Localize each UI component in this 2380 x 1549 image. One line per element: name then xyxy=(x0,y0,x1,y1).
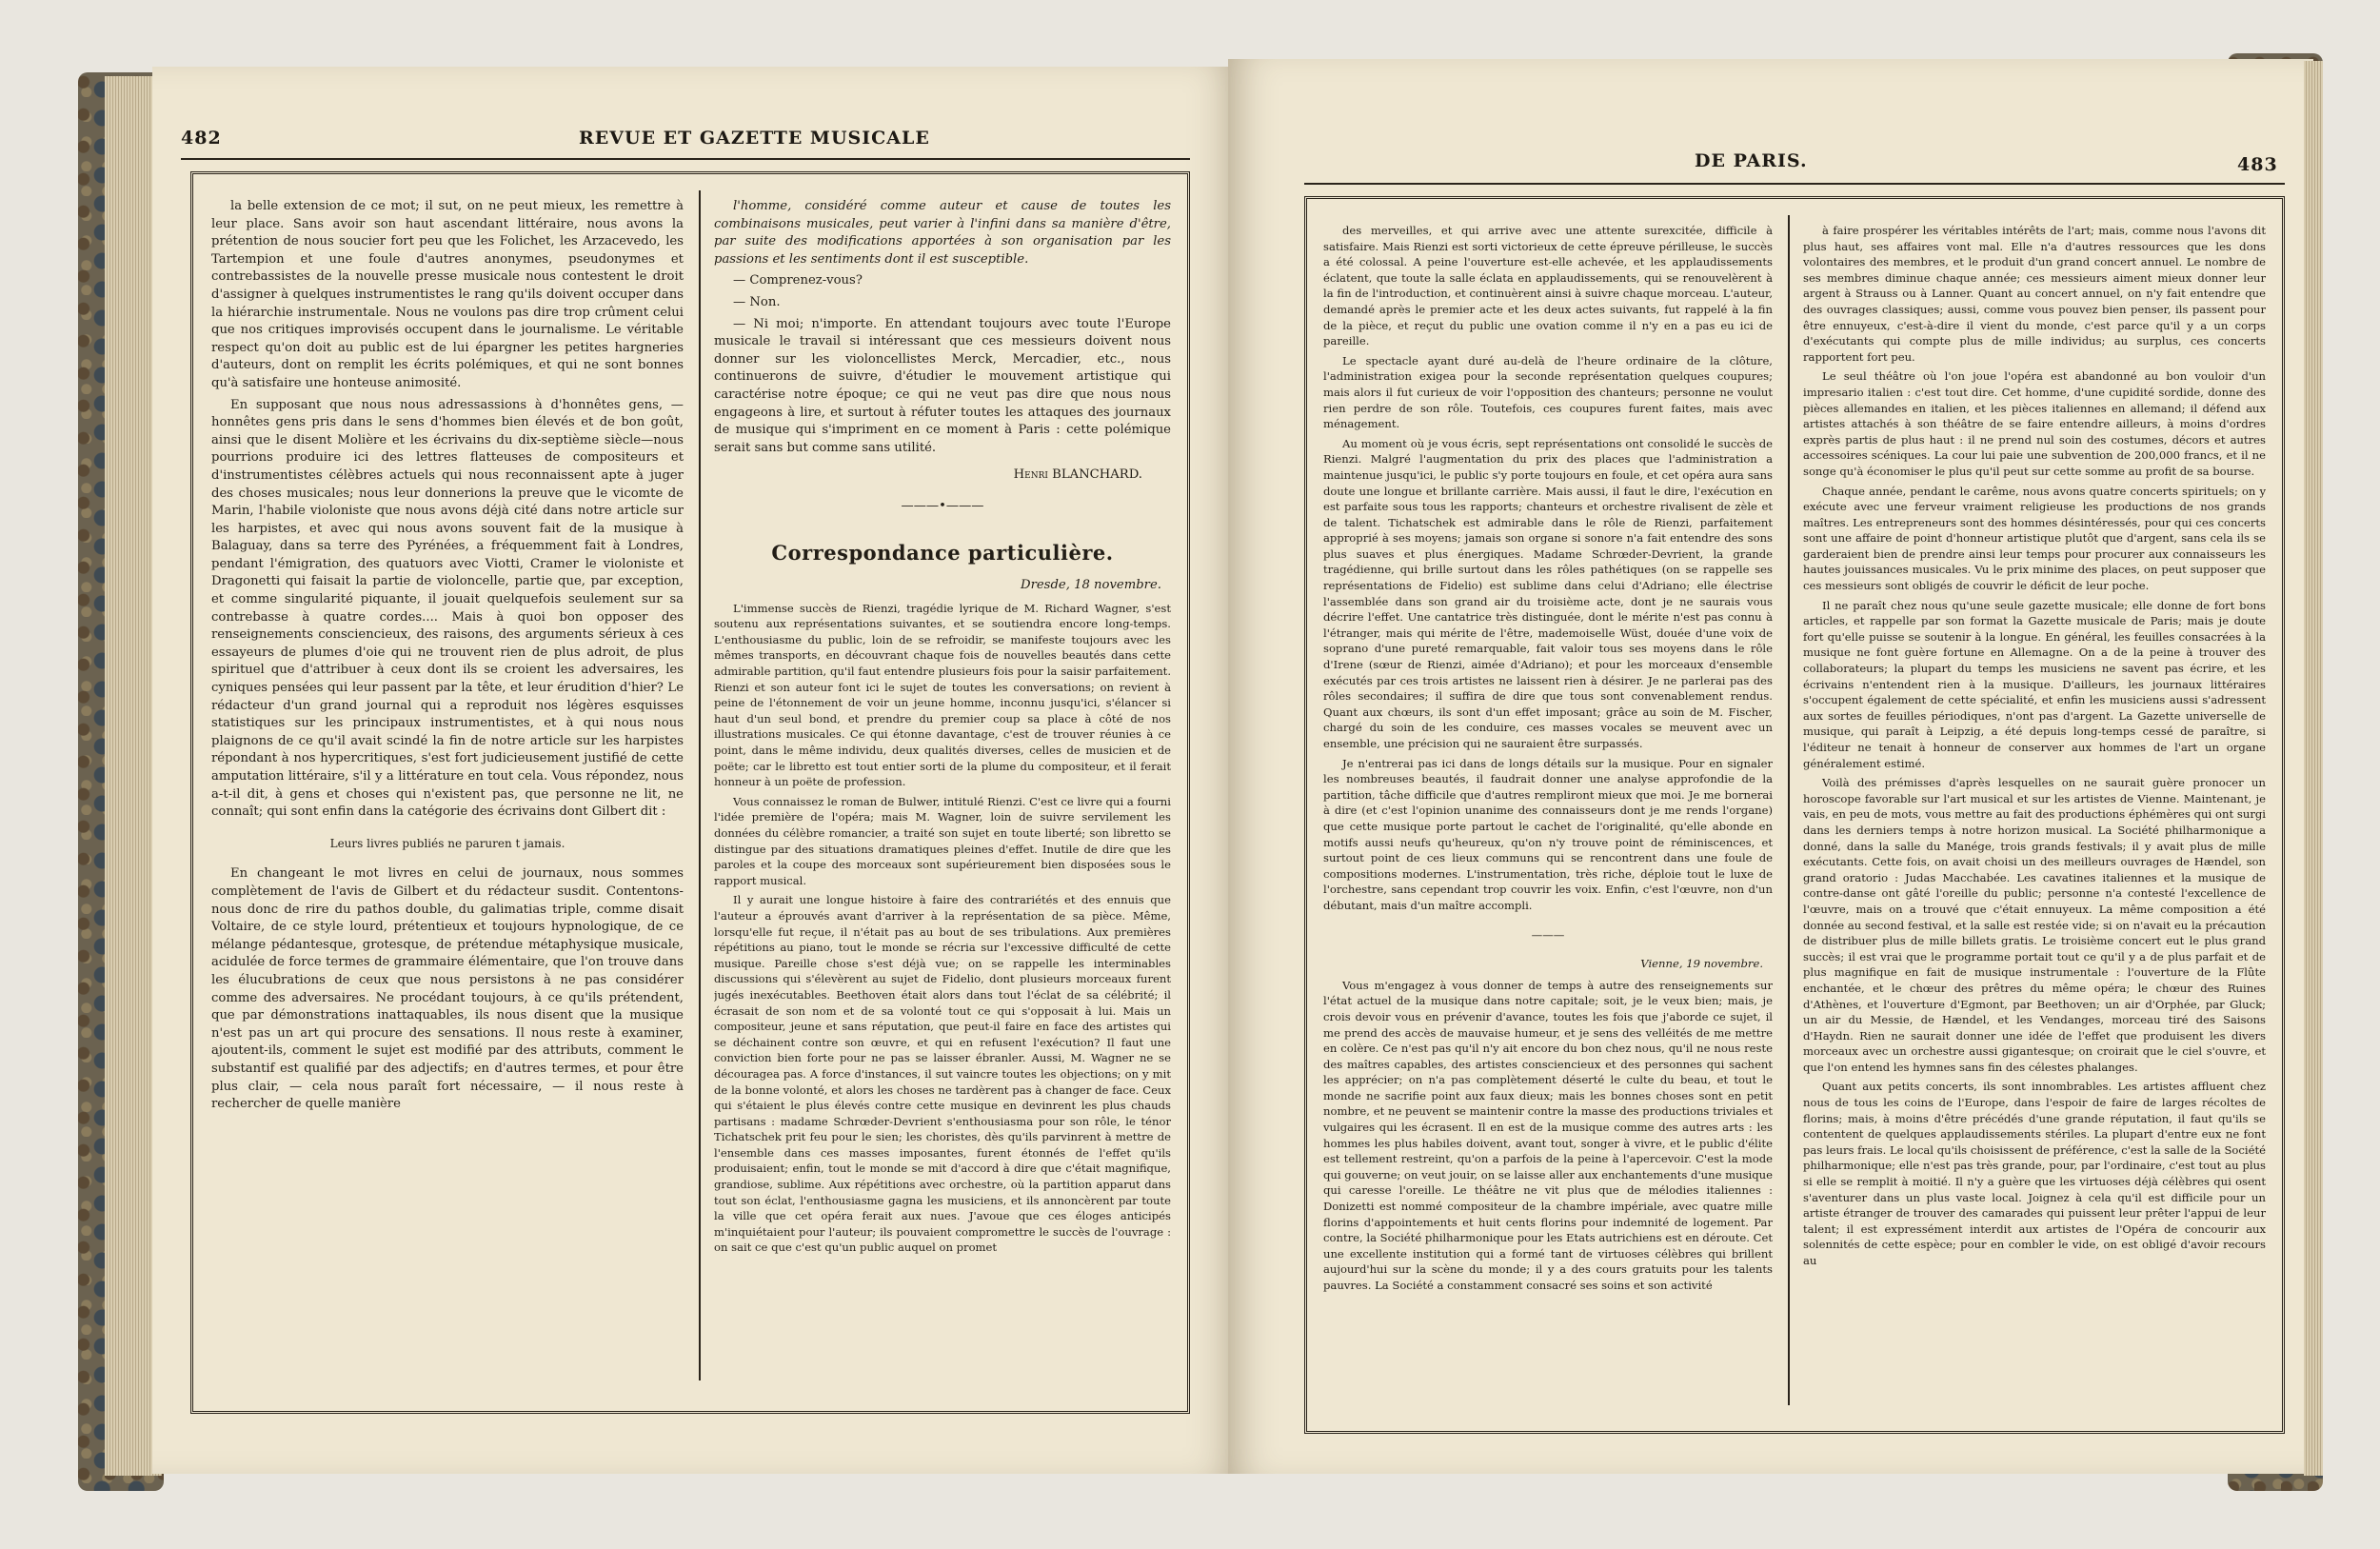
paragraph: des merveilles, et qui arrive avec une attente surexcitée, difficile à satisfaire. Mais Rienzi est sorti victorieux de cette épreuve périlleuse, le succès a été colossal. A peine l'ouverture est-elle achevée, et les applaudissements éclatent, que toute la salle éclata en applaudissements, qui se renouvelèrent à la fin de l'introduction, et continuèrent ainsi à suivre chaque morceau. L'auteur, demandé après le premier acte et les deux actes suivants, fut rappelé à la fin de la pièce, et reçut du public une ovation comme il n'y en a pas eu ici de pareille. xyxy=(1323,224,1773,348)
paragraph: — Non. xyxy=(733,294,781,309)
paragraph: Je n'entrerai pas ici dans de longs détails sur la musique. Pour en signaler les nombreuses beautés, il faudrait donner une analyse approfondie de la partition, tâche difficile que d'autres rempliront mieux que moi. Je me bornerai à dire (et c'est l'opinion unanime des connaisseurs dont je me rends l'organe) que cette musique porte partout le cachet de l'originalité, qu'elle abonde en motifs aussi neufs qu'heureux, qu'on n'y trouve point de réminiscences, et surtout point de ces lieux communs qui se rencontrent dans une foule de compositions modernes. L'instrumentation, très riche, déploie tout le luxe de l'orchestre, sans cependant trop couvrir les voix. Enfin, c'est l'œuvre, non d'un débutant, mais d'un maître accompli. xyxy=(1323,756,1773,912)
column-divider xyxy=(1788,215,1790,1405)
dateline: Dresde, 18 novembre. xyxy=(1021,578,1161,593)
paragraph: l'homme, considéré comme auteur et cause de toutes les combinaisons musicales, peut varier à l'infini dans sa manière d'être, par suite des modifications apportées à son organisation par les passions et les sentiments dont il est susceptible. xyxy=(714,199,1171,267)
right-column-1 xyxy=(1323,223,1773,1413)
section-title: Correspondance particulière. xyxy=(771,540,1114,565)
paragraph: — Ni moi; n'importe. En attendant toujours avec toute l'Europe musicale le travail si intéressant que ces messieurs doivent nous donner sur les violoncellistes Merck, Mercadier, etc., nous continuerons de suivre, d'étudier le mouvement artistique qui caractérise notre époque; ce qui ne veut pas dire que nous nous engageons à lire, et surtout à réfuter toutes les attaques des journaux de musique qui s'impriment en ce moment à Paris : cette polémique serait sans but comme sans utilité. xyxy=(714,316,1171,455)
header-rule xyxy=(181,158,1190,160)
left-running-head: REVUE ET GAZETTE MUSICALE xyxy=(579,128,930,149)
paragraph: Quant aux petits concerts, ils sont innombrables. Les artistes affluent chez nous de tous les coins de l'Europe, dans l'espoir de faire de larges récoltes de florins; mais, à moins d'être précédés d'une grande réputation, il faut qu'ils se contentent de quelques applaudissements stériles. La plupart d'entre eux ne font pas leurs frais. Le local qu'ils choisissent de préférence, c'est la salle de la Société philharmonique; elle n'est pas très grande, pour, par l'ordinaire, c'est tout au plus si elle se remplit à moitié. Il n'y a guère que les virtuoses déjà célèbres qui osent s'aventurer dans un plus vaste local. Joignez à cela qu'il est difficile pour un artiste étranger de trouver des camarades qui puissent leur prêter l'appui de leur talent; il est expressément interdit aux artistes de l'Opéra de concourir aux solennités de cette espèce; pour en combler le vide, on est obligé d'avoir recours au xyxy=(1803,1080,2266,1267)
paragraph: Le seul théâtre où l'on joue l'opéra est abandonné au bon vouloir d'un impresario italien : c'est tout dire. Cet homme, d'une cupidité sordide, donne des pièces allemandes en italien, et les pièces italiennes en allemand; il défend aux artistes attachés à son théâtre de se faire entendre ailleurs, à moins d'ordres exprès partis de plus haut : il ne prend nul soin des costumes, décors et autres accessoires scéniques. La cour lui paie une subvention de 200,000 francs, et il ne songe qu'à économiser le plus qu'il peut sur cette somme au profit de sa bourse. xyxy=(1803,369,2266,478)
verse-quote: Leurs livres publiés ne paruren t jamais. xyxy=(329,836,565,850)
column-divider xyxy=(699,190,701,1380)
right-running-head: DE PARIS. xyxy=(1695,150,1808,171)
paragraph: Au moment où je vous écris, sept représentations ont consolidé le succès de Rienzi. Malgré l'augmentation du prix des places que l'administration a maintenue jusqu'ici, le public s'y porte toujours en foule, et cet opéra aura sans doute une longue et brillante carrière. Mais aussi, il faut le dire, l'exécution en est parfaite sous tous les rapports; chanteurs et orchestre rivalisent de zèle et de talent. Tichatschek est admirable dans le rôle de Rienzi, parfaitement approprié à ses moyens; jamais son organe si sonore n'a fait entendre des sons plus suaves et plus énergiques. Madame Schrœder-Devrient, la grande tragédienne, qui brille surtout dans les rôles pathétiques (on se rappelle ses représentations de Fidelio) est sublime dans celui d'Adriano; elle électrise l'assemblée dans son grand air du troisième acte, dont je ne saurais vous décrire l'effet. Une cantatrice très distinguée, dont le mérite n'est pas connu à l'étranger, mais qui mérite de l'être, mademoiselle Wüst, douée d'une voix de soprano d'une pureté remarquable, fait valoir tous ses moyens dans le rôle d'Irene (sœur de Rienzi, aimée d'Adriano); et pour les morceaux d'ensemble exécutés par ces trois artistes ne laissent rien à désirer. Je ne parlerai pas des rôles secondaires; il suffira de dire que tous sont convenablement rendus. Quant aux chœurs, ils sont d'un effet imposant; grâce au soin de M. Fischer, chargé du soin de les conduire, ces masses vocales se meuvent avec un ensemble, une précision qui ne sauraient être surpassés. xyxy=(1323,436,1773,750)
header-rule xyxy=(1304,183,2285,185)
author-signature: Henri BLANCHARD. xyxy=(1013,467,1142,483)
page-edges-right xyxy=(2304,61,2323,1476)
left-page xyxy=(152,67,1238,1474)
dateline: Vienne, 19 novembre. xyxy=(1640,957,1763,971)
paragraph: — Comprenez-vous? xyxy=(733,273,863,288)
ornament-divider: ——— xyxy=(1531,927,1565,942)
ornament-divider: ———•——— xyxy=(901,498,984,513)
left-column-1 xyxy=(211,198,684,1383)
paragraph: En supposant que nous nous adressassions à d'honnêtes gens, — honnêtes gens pris dans le sens d'hommes bien élevés et de bon goût, ainsi que le disent Molière et les écrivains du dix-septième siècle—nous pourrions produire ici des lettres flatteuses de compositeurs et d'instrumentistes célèbres actuels qui nous reconnaissent apte à juger des choses musicales; nous leur donnerions la preuve que le vicomte de Marin, l'habile violoniste que nous avons déjà cité dans notre article sur les harpistes, et avec qui nous avons souvent fait de la musique à Balaguay, dans sa terre des Pyrénées, a fréquemment fait à Londres, pendant l'émigration, des quatuors avec Viotti, Cramer le violoniste et Dragonetti qui faisait la partie de violoncelle, partie que, par exception, et comme singularité piquante, il jouait quelquefois seulement sur sa contrebasse à quatre cordes.... Mais à quoi bon opposer des renseignements consciencieux, des raisons, des arguments sérieux à ces essayeurs de plumes d'oie qui ne trouvent rien de plus adroit, de plus spirituel que d'attribuer à ceux dont ils se croient les adversaires, les cyniques pensées qui leur passent par la tête, et leur érudition d'hier? Le rédacteur d'un grand journal qui a reproduit nos légères esquisses statistiques sur les principaux instrumentistes, et à qui nous nous plaignons de ce qu'il avait scindé la fin de notre article sur les harpistes répondant à nos hypercritiques, s'est fort judicieusement justifié de cette amputation littéraire, s'il y a littérature en tout cela. Vous répondez, nous a-t-il dit, à gens et choses qui n'existent pas, que personne ne lit, ne connaît; qui sont enfin dans la catégorie des écrivains dont Gilbert dit : xyxy=(211,397,684,820)
paragraph: à faire prospérer les véritables intérêts de l'art; mais, comme nous l'avons dit plus haut, ses affaires vont mal. Elle n'a d'autres ressources que les dons volontaires des membres, et le produit d'un grand concert annuel. Le nombre de ses membres diminue chaque année; ces messieurs aiment mieux donner leur argent à Strauss ou à Lanner. Quant au concert annuel, on n'y fait entendre que des ouvrages classiques; aussi, comme vous pouvez bien penser, ils passent pour être ennuyeux, c'est-à-dire il vient du monde, c'est parce qu'il y a un corps d'exécutants qui compte plus de mille individus; au surplus, ces concerts rapportent fort peu. xyxy=(1803,224,2266,364)
paragraph: la belle extension de ce mot; il sut, on ne peut mieux, les remettre à leur place. Sans avoir son haut ascendant littéraire, nous avons la prétention de nous soucier fort peu que les Folichet, les Arzacevedo, les Tartempion et une foule d'autres anonymes, pseudonymes et contrebassistes de la nouvelle presse musicale nous contestent le droit d'assigner à quelques instrumentistes le rang qu'ils doivent occuper dans la hiérarchie instrumentale. Nous ne voulons pas dire trop crûment celui que nos critiques improvisés occupent dans le journalisme. Le véritable respect qu'on doit au public est de lui épargner les petites hargneries d'auteurs, dont on remplit les écrits polémiques, et qui ne sont bonnes qu'à satisfaire une honteuse animosité. xyxy=(211,199,684,390)
paragraph: Chaque année, pendant le carême, nous avons quatre concerts spirituels; on y exécute avec une ferveur vraiment religieuse les productions de nos grands maîtres. Les entrepreneurs sont des hommes désintéressés, pour qui ces concerts sont une affaire de point d'honneur artistique plutôt que d'argent, sans cela ils se garderaient bien de prendre ainsi leur temps pour procurer aux connaisseurs les hautes jouissances musicales. Vu le prix minime des places, on peut supposer que ces messieurs sont obligés de couvrir le déficit de leur poche. xyxy=(1803,484,2266,593)
paragraph: Vous connaissez le roman de Bulwer, intitulé Rienzi. C'est ce livre qui a fourni l'idée première de l'opéra; mais M. Wagner, loin de suivre servilement les données du célèbre romancier, a traité son sujet en toute liberté; son libretto se distingue par des situations dramatiques pleines d'effet. Inutile de dire que les paroles et la coupe des morceaux sont supérieurement bien disposées sous le rapport musical. xyxy=(714,794,1171,887)
right-page-number: 483 xyxy=(2237,154,2278,175)
left-page-number: 482 xyxy=(181,128,222,149)
paragraph: En changeant le mot livres en celui de journaux, nous sommes complètement de l'avis de Gilbert et du rédacteur susdit. Contentons-nous donc de rire du pathos double, du galimatias triple, comme disait Voltaire, de ce style lourd, prétentieux et toujours hypnologique, de ce mélange pédantesque, grotesque, de prétendue métaphysique musicale, acidulée de force termes de grammaire élémentaire, que l'on trouve dans les élucubrations de ceux que nous persistons à ne pas considérer comme des adversaires. Ne procédant toujours, à ce qu'ils prétendent, que par démonstrations inattaquables, ils nous disent que la musique n'est pas un art qui procure des sensations. Il nous reste à examiner, ajoutent-ils, comment le sujet est modifié par des attributs, comment le substantif est qualifié par des adjectifs; en d'autres termes, et pour être plus clair, — cela nous paraît fort nécessaire, — il nous reste à rechercher de quelle manière xyxy=(211,866,684,1112)
right-page xyxy=(1228,59,2313,1474)
paragraph: Voilà des prémisses d'après lesquelles on ne saurait guère pronocer un horoscope favorable sur l'art musical et sur les artistes de Vienne. Maintenant, je vais, en peu de mots, vous mettre au fait des productions éphémères qui ont surgi dans les derniers temps à notre horizon musical. La Société philharmonique a donné, dans la salle du Manége, trois grands festivals; il y avait plus de mille exécutants. Cette fois, on avait choisi un des meilleurs ouvrages de Hændel, son grand oratorio : Judas Macchabée. Les cavatines italiennes et la musique de contre-danse ont gâté l'oreille du public; personne n'a contesté l'excellence de l'œuvre, mais on a trouvé que c'était ennuyeux. La même composition a été donnée au second festival, et la salle est restée vide; si on n'avait eu la précaution de distribuer plus de mille billets gratis. Le troisième concert eut le plus grand succès; il est vrai que le programme portait tout ce qu'il y a de plus parfait et de plus magnifique en fait de musique instrumentale : l'ouverture de la Flûte enchantée, et le chœur des prêtres du même opéra; le chœur des Ruines d'Athènes, et l'ouverture d'Egmont, par Beethoven; un air d'Orphée, par Gluck; un air du Messie, de Hændel, et les Vendanges, morceau tiré des Saisons d'Haydn. Rien ne saurait donner une idée de l'effet que produisent les divers morceaux avec un orchestre aussi gigantesque; on croirait que le ciel s'ouvre, et que l'on entend les hymnes sans fin des célestes phalanges. xyxy=(1803,776,2266,1074)
paragraph: Il ne paraît chez nous qu'une seule gazette musicale; elle donne de fort bons articles, et rappelle par son format la Gazette musicale de Paris; mais je doute fort qu'elle puisse se soutenir à la longue. En général, les feuilles consacrées à la musique ne font guère fortune en Allemagne. On a de la peine à trouver des collaborateurs; la plupart du temps les musiciens ne savent pas écrire, et les écrivains n'entendent rien à la musique. D'ailleurs, les journaux littéraires s'occupent également de cette spécialité, et enfin les musiciens aussi s'adressent aux sortes de feuilles périodiques, n'ont pas d'argent. La Gazette universelle de musique, qui paraît à Leipzig, a été depuis long-temps cessé de paraître, si l'éditeur ne tenait à honneur de conserver aux hommes de l'art un organe généralement estimé. xyxy=(1803,598,2266,770)
paragraph: Le spectacle ayant duré au-delà de l'heure ordinaire de la clôture, l'administration exigea pour la seconde représentation quelques coupures; mais alors il fut curieux de voir l'opposition des chanteurs; personne ne voulut rien perdre de son rôle. Toutefois, ces coupures furent faites, mais avec ménagement. xyxy=(1323,353,1773,431)
left-column-2 xyxy=(714,198,1171,1383)
paragraph: Vous m'engagez à vous donner de temps à autre des renseignements sur l'état actuel de la musique dans notre capitale; soit, je le veux bien; mais, je crois devoir vous en prévenir d'avance, toutes les fois que j'aborde ce sujet, il me prend des accès de mauvaise humeur, et je sens des velléités de me mettre en colère. Ce n'est pas qu'il n'y ait encore du bon chez nous, qu'il ne nous reste des maîtres capables, des artistes consciencieux et des personnes qui sachent les apprécier; on n'a pas complètement déserté le culte du beau, et tout le monde ne sacrifie point aux faux dieux; mais les bonnes choses sont en petit nombre, et ne peuvent se maintenir contre la masse des productions triviales et vulgaires qui les écrasent. Il en est de la musique comme des autres arts : les hommes les plus habiles doivent, avant tout, songer à vivre, et le public d'élite est tellement restreint, qu'on a parfois de la peine à l'apercevoir. C'est la mode qui gouverne; on veut jouir, on se laisse aller aux enchantements d'une musique qui caresse l'oreille. Le théâtre ne vit plus que de mélodies italiennes : Donizetti est nommé compositeur de la chambre impériale, avec quatre mille florins d'appointements et huit cents florins pour indemnité de logement. Par contre, la Société philharmonique pour les Etats autrichiens est en déroute. Cet une excellente institution qui a formé tant de virtuoses célèbres qui brillent aujourd'hui sur la scène du monde; il y a des cours gratuits pour les talents pauvres. La Société a constamment consacré ses soins et son activité xyxy=(1323,978,1773,1292)
paragraph: L'immense succès de Rienzi, tragédie lyrique de M. Richard Wagner, s'est soutenu aux représentations suivantes, et se soutiendra encore long-temps. L'enthousiasme du public, loin de se refroidir, se manifeste toujours avec les mêmes transports, en découvrant chaque fois de nouvelles beautés dans cette admirable partition, qu'il faut entendre plusieurs fois pour la saisir parfaitement. Rienzi et son auteur font ici le sujet de toutes les conversations; on revient à peine de l'étonnement de voir un jeune homme, inconnu jusqu'ici, s'élancer si haut d'un seul bond, et prendre du premier coup sa place à côté de nos illustrations musicales. Ce qui étonne davantage, c'est de trouver réunies à ce point, dans le même individu, deux qualités diverses, celles de musicien et de poëte; car le libretto est tout entier sorti de la plume du compositeur, et il ferait honneur à un poëte de profession. xyxy=(714,601,1171,789)
right-column-2 xyxy=(1803,223,2266,1413)
paragraph: Il y aurait une longue histoire à faire des contrariétés et des ennuis que l'auteur a éprouvés avant d'arriver à la représentation de sa pièce. Même, lorsqu'elle fut reçue, il n'était pas au bout de ses tribulations. Aux premières répétitions au piano, tout le monde se récria sur l'excessive difficulté de cette musique. Pareille chose s'est déjà vue; on se rappelle les interminables discussions qui s'élevèrent au sujet de Fidelio, dont plusieurs morceaux furent jugés inexécutables. Beethoven était alors dans tout l'éclat de sa célébrité; il écrasait de son nom et de sa volonté tout ce qui s'opposait à lui. Mais un compositeur, jeune et sans réputation, que peut-il faire en face des artistes qui se déchainent contre son œuvre, et qui en refusent l'exécution? Il faut une conviction bien forte pour ne pas se laisser ébranler. Aussi, M. Wagner ne se découragea pas. A force d'instances, il sut vaincre toutes les objections; on y mit de la bonne volonté, et alors les choses ne tardèrent pas à changer de face. Ceux qui s'étaient le plus élevés contre cette musique en devinrent les plus chauds partisans : madame Schrœder-Devrient s'enthousiasma pour son rôle, le ténor Tichatschek prit feu pour le sien; les choristes, dès qu'ils parvinrent à mettre de l'ensemble dans ces masses imposantes, furent étonnés de l'effet qu'ils produisaient; enfin, tout le monde se mit d'accord à dire que c'était magnifique, grandiose, sublime. Aux répétitions avec orchestre, où la partition apparut dans tout son éclat, l'enthousiasme gagna les musiciens, et ils annoncèrent par toute la ville que cet opéra ferait aux nues. J'avoue que ces éloges anticipés m'inquiétaient pour l'auteur; ils pouvaient compromettre le succès de l'ouvrage : on sait ce que c'est qu'un public auquel on promet xyxy=(714,893,1171,1255)
